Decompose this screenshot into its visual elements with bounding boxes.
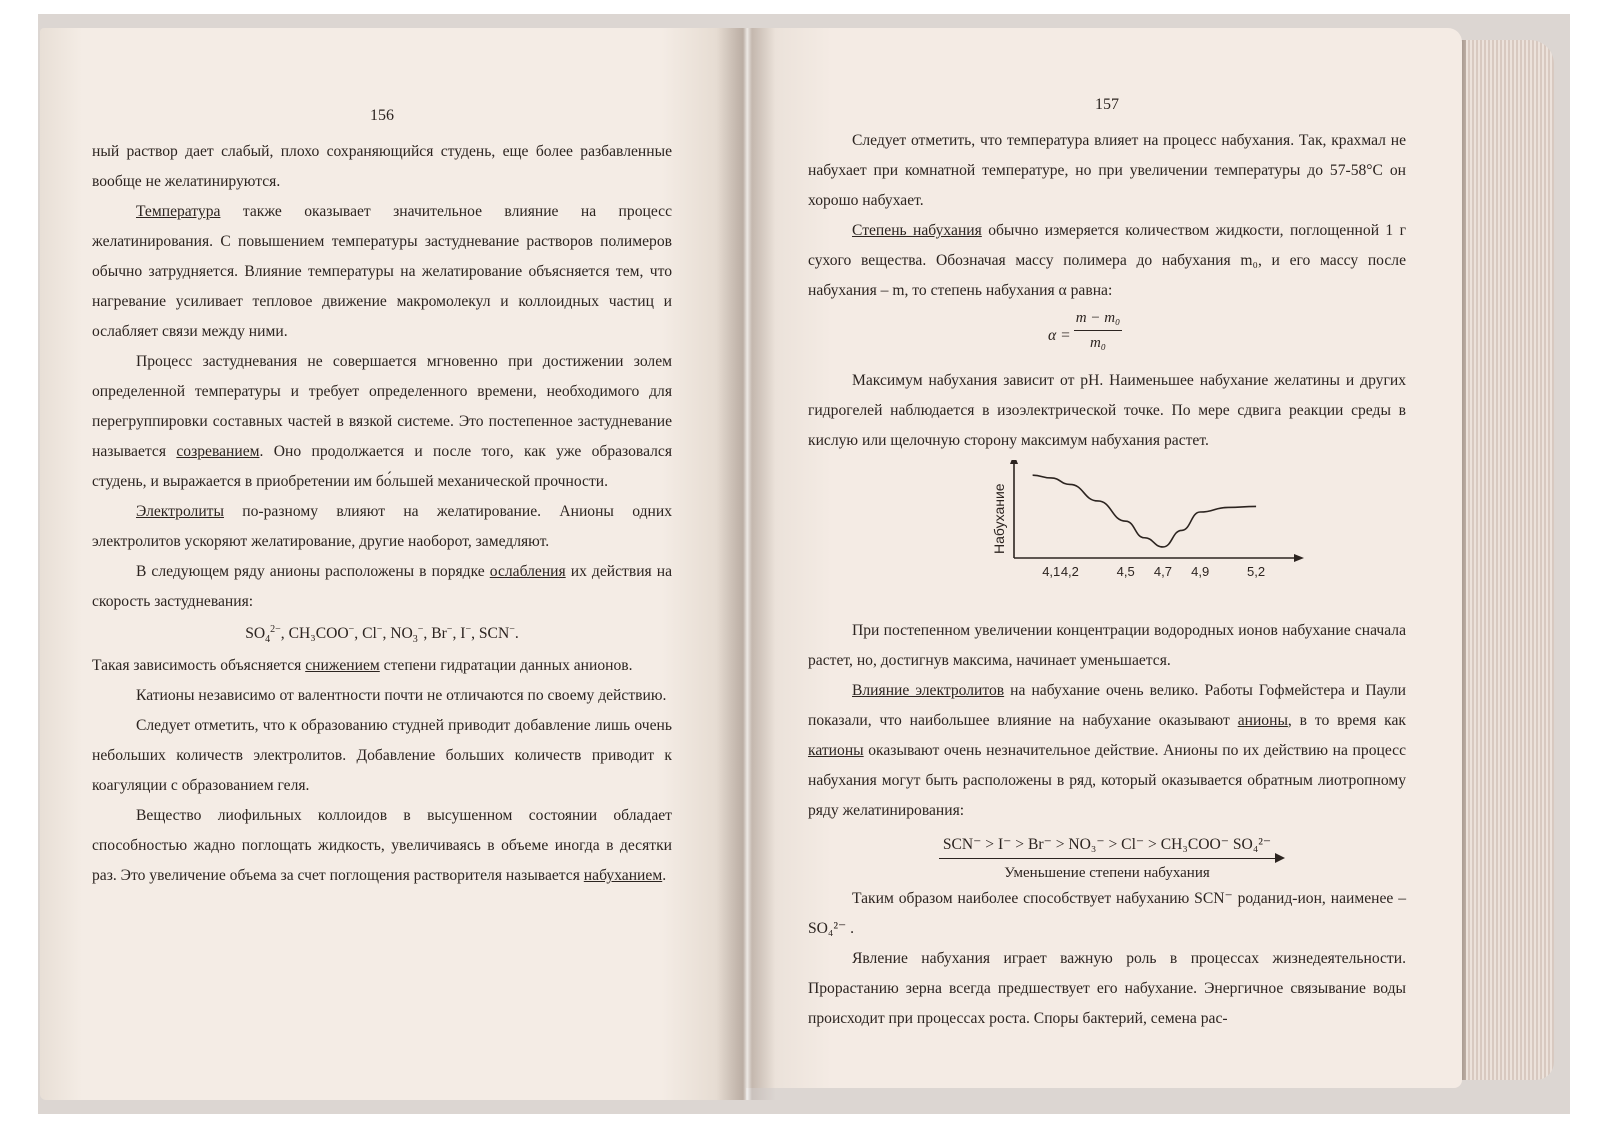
term-underlined: ослабления (489, 563, 566, 580)
chart-x-tick-label: 4,2 (1060, 564, 1079, 579)
formula-sup: − (509, 623, 515, 635)
term-underlined: анионы (1237, 712, 1288, 729)
chart-series-line (1033, 475, 1256, 547)
formula-part: , Cl (354, 625, 377, 642)
right-page (746, 28, 1462, 1088)
swelling-chart (808, 460, 1406, 610)
paragraph: Максимум набухания зависит от pH. Наименьшее набухание желатины и других гидрогелей наблюдается в изоэлектрической точке. По мере сдвига реакции среды в кислую или щелочную сторону максимум набухания растет. (808, 372, 1406, 449)
term-underlined: созреванием (176, 443, 260, 460)
formula-part: , I (452, 625, 466, 642)
paragraph: При постепенном увеличении концентрации водородных ионов набухание сначала растет, но, достигнув максима, начинает уменьшается. (808, 622, 1406, 669)
formula-sup: − (376, 623, 383, 635)
chart-x-tick-label: 4,5 (1116, 564, 1135, 579)
paragraph-text: Процесс застудневания не совершается мгновенно при достижении золем определенной температуры и требует определенного времени, необходимого для перегруппировки составных частей в вязкой системе. Это постепенное застудневание называется (92, 353, 672, 460)
formula-sub: 3 (412, 634, 418, 646)
formula-sup: − (417, 623, 424, 635)
formula-sup: 2− (270, 623, 281, 635)
paragraph-text: их действия на скорость застудневания: (92, 563, 673, 610)
series-caption: Уменьшение степени набухания (1004, 865, 1210, 881)
paragraph: Таким образом наиболее способствует набуханию SCN⁻ роданид-ион, наименее – SO₄²⁻ . (808, 890, 1406, 937)
paragraph (92, 651, 672, 681)
paragraph (92, 497, 672, 557)
chart-x-tick-label: 5,2 (1247, 564, 1266, 579)
paragraph-text: . (662, 867, 667, 884)
paragraph-text: оказывают очень незначительное действие. Анионы по их действию на процесс набухания могут быть расположены в ряд, который оказывается обратным лиотропному ряду желатинирования: (808, 742, 1406, 819)
paragraph (92, 347, 672, 497)
paragraph (92, 197, 672, 347)
term-underlined: Температура (136, 203, 221, 220)
chart-y-axis-label: Набухание (991, 483, 1007, 554)
chart-series (1033, 475, 1256, 547)
paragraph (92, 557, 672, 617)
page-number-left: 156 (370, 107, 394, 124)
anion-series-formula (92, 619, 672, 649)
paragraph-text: В следующем ряду анионы расположены в порядке (136, 563, 490, 580)
chart-x-tick-label: 4,1 (1042, 564, 1061, 579)
paragraph-text: по-разному влияют на желатирование. Анионы одних электролитов ускоряют желатирование, другие наоборот, замедляют. (92, 503, 672, 550)
paragraph: Следует отметить, что температура влияет на процесс набухания. Так, крахмал не набухает при комнатной температуре, но при увеличении температуры до 57-58°С он хорошо набухает. (808, 132, 1406, 209)
series-text: SCN⁻ > I⁻ > Br⁻ > NO₃⁻ > Cl⁻ > CH₃COO⁻ SO₄²⁻ (942, 836, 1272, 853)
left-page (40, 28, 746, 1100)
book-page-edges (1456, 40, 1554, 1080)
formula-part: , CH₃COO (280, 625, 349, 642)
paragraph-text: обычно измеряется количеством жидкости, поглощенной 1 г сухого вещества. Обозначая массу полимера до набухания m₀, и его массу после набухания – m, то степень набухания α равна: (808, 222, 1406, 299)
page-number-right: 157 (1095, 96, 1119, 113)
chart-x-tick-label: 4,7 (1153, 564, 1173, 579)
term-underlined: Степень набухания (852, 222, 982, 239)
term-underlined: набуханием (583, 867, 663, 884)
formula-part: , NO (382, 625, 413, 642)
chart-x-tick-label: 4,9 (1191, 564, 1210, 579)
term-underlined: Электролиты (136, 503, 224, 520)
formula-sup: − (446, 623, 453, 635)
chart-axes (1010, 460, 1304, 562)
paragraph: Следует отметить, что к образованию студней приводит добавление лишь очень небольших количеств электролитов. Добавление больших количеств приводит к коагуляции с образованием геля. (92, 717, 672, 794)
paragraph-text: . Оно продолжается и после того, как уже образовался студень, и выражается в приобретении им бо́льшей механической прочности. (92, 443, 673, 490)
formula-sub: 4 (265, 634, 271, 646)
paragraph-text: на набухание очень велико. Работы Гофмейстера и Паули показали, что наибольшее влияние на набухание оказывают (808, 682, 1406, 729)
swelling-degree-formula (808, 306, 1406, 366)
paragraph-text: , в то время как (1287, 712, 1406, 729)
paragraph: ный раствор дает слабый, плохо сохраняющийся студень, еще более разбавленные вообще не желатинируются. (92, 143, 672, 190)
formula-part: , Br (423, 625, 447, 642)
formula-part: , SCN (471, 625, 510, 642)
formula-part: SO (245, 625, 266, 642)
formula-lhs: α = (1048, 327, 1071, 344)
paragraph: Катионы независимо от валентности почти не отличаются по своему действию. (136, 687, 667, 704)
paragraph-text: Такая зависимость объясняется (92, 657, 306, 674)
formula-fraction (1074, 306, 1122, 355)
formula-numerator: m − m₀ (1074, 306, 1122, 331)
formula-sup: − (465, 623, 472, 635)
paragraph-text: также оказывает значительное влияние на процесс желатинирования. С повышением температуры застудневание растворов полимеров обычно затрудняется. Влияние температуры на желатирование объясняется тем, что нагревание усиливает тепловое движение макромолекул и коллоидных частиц и ослабляет связи между ними. (92, 203, 672, 340)
paragraph (808, 216, 1406, 306)
paragraph (92, 801, 672, 891)
paragraph-text: Вещество лиофильных коллоидов в высушенном состоянии обладает способностью жадно поглощать жидкость, увеличиваясь в объеме иногда в десятки раз. Это увеличение объема за счет поглощения растворителя называется (92, 807, 672, 884)
term-underlined: снижением (305, 657, 380, 674)
term-underlined: Влияние электролитов (852, 682, 1005, 699)
paragraph (808, 676, 1406, 826)
term-underlined: катионы (808, 742, 864, 759)
formula-sup: − (348, 623, 355, 635)
paragraph-text: степени гидратации данных анионов. (379, 657, 633, 674)
arrow-right-icon (1275, 853, 1285, 863)
series-formula (939, 832, 1275, 859)
y-axis-arrow-icon (1010, 460, 1018, 464)
paragraph: Явление набухания играет важную роль в процессах жизнедеятельности. Прорастанию зерна всегда предшествует его набухание. Энергичное связывание воды происходит при процессах роста. Споры бактерий, семена рас- (808, 950, 1406, 1027)
swelling-anion-series (808, 830, 1406, 860)
swelling-chart-svg (808, 460, 1406, 610)
chart-ticks (1042, 564, 1265, 579)
formula-part: . (514, 625, 519, 642)
x-axis-arrow-icon (1294, 554, 1304, 562)
formula-denominator: m₀ (1089, 335, 1107, 351)
